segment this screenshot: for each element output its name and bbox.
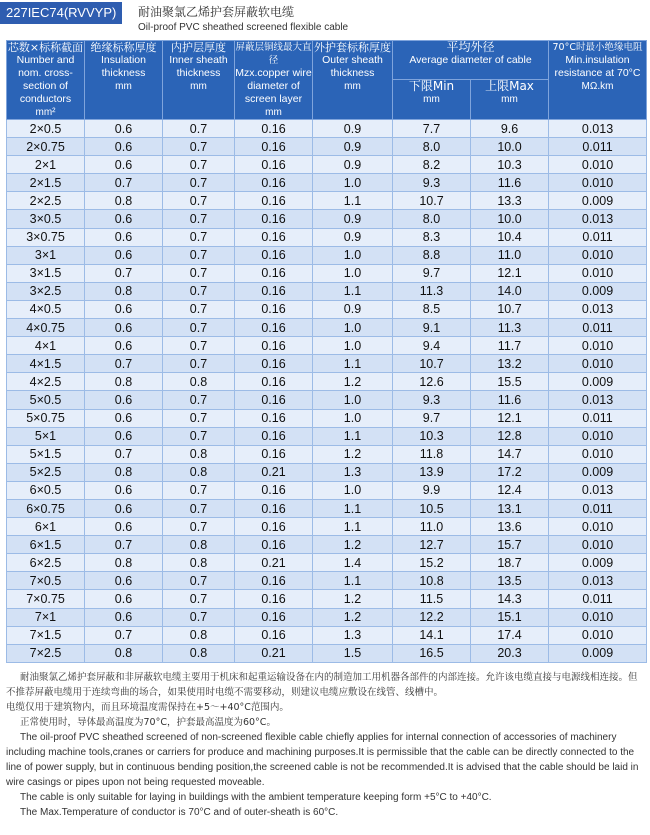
cell-max-diameter: 10.0	[471, 210, 549, 228]
cell-outer-sheath: 1.5	[313, 644, 393, 662]
table-row	[7, 192, 647, 210]
cell-insulation: 0.7	[85, 174, 163, 192]
cell-inner-sheath: 0.7	[163, 337, 235, 355]
cell-max-diameter: 11.6	[471, 174, 549, 192]
cell-screen-wire: 0.16	[235, 282, 313, 300]
cell-outer-sheath: 1.0	[313, 319, 393, 337]
cell-insulation: 0.8	[85, 554, 163, 572]
table-row	[7, 300, 647, 318]
cell-inner-sheath: 0.7	[163, 120, 235, 138]
header-insulation-resistance: 70°C时最小绝缘电阻 Min.insulation resistance at 70°C MΩ.km	[549, 41, 647, 120]
cell-max-diameter: 13.3	[471, 192, 549, 210]
cell-inner-sheath: 0.7	[163, 427, 235, 445]
cell-size: 7×0.75	[7, 590, 85, 608]
cell-resistance: 0.010	[549, 536, 647, 554]
cell-resistance: 0.010	[549, 156, 647, 174]
cell-outer-sheath: 1.0	[313, 481, 393, 499]
cell-size: 7×1	[7, 608, 85, 626]
cell-min-diameter: 8.3	[393, 228, 471, 246]
cell-max-diameter: 13.2	[471, 355, 549, 373]
cell-outer-sheath: 1.1	[313, 518, 393, 536]
cell-max-diameter: 17.2	[471, 463, 549, 481]
cell-max-diameter: 20.3	[471, 644, 549, 662]
cell-screen-wire: 0.16	[235, 373, 313, 391]
cell-screen-wire: 0.16	[235, 391, 313, 409]
cell-insulation: 0.8	[85, 373, 163, 391]
table-row	[7, 499, 647, 517]
cell-screen-wire: 0.16	[235, 138, 313, 156]
cell-insulation: 0.7	[85, 355, 163, 373]
cell-size: 6×2.5	[7, 554, 85, 572]
cell-size: 4×0.75	[7, 319, 85, 337]
table-row	[7, 518, 647, 536]
title-chinese: 耐油聚氯乙烯护套屏蔽软电缆	[138, 5, 295, 19]
cell-min-diameter: 9.4	[393, 337, 471, 355]
cell-resistance: 0.013	[549, 120, 647, 138]
cell-resistance: 0.013	[549, 481, 647, 499]
cell-resistance: 0.011	[549, 409, 647, 427]
cell-screen-wire: 0.16	[235, 246, 313, 264]
cell-resistance: 0.010	[549, 174, 647, 192]
cell-size: 2×1.5	[7, 174, 85, 192]
cell-insulation: 0.6	[85, 246, 163, 264]
cell-screen-wire: 0.16	[235, 445, 313, 463]
cell-insulation: 0.6	[85, 590, 163, 608]
cell-resistance: 0.013	[549, 210, 647, 228]
cell-size: 6×0.75	[7, 499, 85, 517]
cell-max-diameter: 13.6	[471, 518, 549, 536]
cell-resistance: 0.013	[549, 300, 647, 318]
cell-min-diameter: 9.1	[393, 319, 471, 337]
header-size: 芯数×标称截面 Number and nom. cross-section of conductors mm²	[7, 41, 84, 118]
table-row	[7, 536, 647, 554]
note-en-temperature: The Max.Temperature of conductor is 70°C and of outer-sheath is 60°C.	[20, 807, 339, 818]
cell-min-diameter: 11.5	[393, 590, 471, 608]
cell-min-diameter: 9.7	[393, 264, 471, 282]
header-max: 上限Max mm	[471, 79, 549, 119]
note-cn-application: 耐油聚氯乙烯护套屏蔽和非屏蔽软电缆主要用于机床和起重运输设备在内的制造加工用机器各部件的内部连接。允许该电缆直接与电源线相连接。但不推荐屏蔽电缆用于连续弯曲的场合，如果使用时电缆不需要移动，则建议电缆应敷设在线管、线槽中。	[6, 672, 638, 698]
cell-inner-sheath: 0.8	[163, 644, 235, 662]
cell-insulation: 0.8	[85, 192, 163, 210]
cell-insulation: 0.6	[85, 138, 163, 156]
cell-min-diameter: 9.9	[393, 481, 471, 499]
cell-screen-wire: 0.16	[235, 518, 313, 536]
cell-inner-sheath: 0.7	[163, 210, 235, 228]
table-row	[7, 572, 647, 590]
cell-screen-wire: 0.16	[235, 192, 313, 210]
cell-max-diameter: 11.7	[471, 337, 549, 355]
cell-insulation: 0.7	[85, 445, 163, 463]
cell-resistance: 0.013	[549, 572, 647, 590]
cell-max-diameter: 14.7	[471, 445, 549, 463]
table-row	[7, 210, 647, 228]
cell-min-diameter: 12.6	[393, 373, 471, 391]
cell-max-diameter: 11.0	[471, 246, 549, 264]
cell-size: 4×1	[7, 337, 85, 355]
cell-insulation: 0.8	[85, 282, 163, 300]
cell-screen-wire: 0.21	[235, 644, 313, 662]
cell-outer-sheath: 1.0	[313, 174, 393, 192]
cell-outer-sheath: 1.2	[313, 445, 393, 463]
cell-max-diameter: 12.8	[471, 427, 549, 445]
cell-size: 5×0.5	[7, 391, 85, 409]
cell-outer-sheath: 0.9	[313, 210, 393, 228]
cell-screen-wire: 0.16	[235, 536, 313, 554]
cell-inner-sheath: 0.7	[163, 228, 235, 246]
cell-max-diameter: 11.6	[471, 391, 549, 409]
cell-screen-wire: 0.16	[235, 228, 313, 246]
cell-min-diameter: 10.3	[393, 427, 471, 445]
cell-insulation: 0.6	[85, 608, 163, 626]
cell-min-diameter: 11.8	[393, 445, 471, 463]
cell-insulation: 0.6	[85, 300, 163, 318]
cell-inner-sheath: 0.7	[163, 518, 235, 536]
table-row	[7, 246, 647, 264]
cell-inner-sheath: 0.7	[163, 246, 235, 264]
cell-min-diameter: 9.3	[393, 174, 471, 192]
cell-max-diameter: 17.4	[471, 626, 549, 644]
table-row	[7, 644, 647, 662]
cell-min-diameter: 8.5	[393, 300, 471, 318]
spec-table	[6, 40, 647, 663]
header-screen-wire: 屏蔽层铜线最大直径 Mzx.copper wire diameter of screen layer mm	[235, 42, 312, 118]
cell-resistance: 0.010	[549, 246, 647, 264]
table-row	[7, 228, 647, 246]
header-inner-sheath: 内护层厚度 Inner sheath thickness mm	[163, 41, 235, 120]
cell-outer-sheath: 0.9	[313, 120, 393, 138]
table-row	[7, 409, 647, 427]
cell-outer-sheath: 1.1	[313, 572, 393, 590]
cell-screen-wire: 0.16	[235, 337, 313, 355]
table-row	[7, 319, 647, 337]
table-row	[7, 156, 647, 174]
cell-screen-wire: 0.16	[235, 608, 313, 626]
cell-max-diameter: 10.4	[471, 228, 549, 246]
cell-min-diameter: 12.7	[393, 536, 471, 554]
cell-outer-sheath: 1.1	[313, 499, 393, 517]
header-insulation: 绝缘标称厚度 Insulation thickness mm	[85, 41, 163, 120]
cell-insulation: 0.7	[85, 536, 163, 554]
cell-inner-sheath: 0.8	[163, 445, 235, 463]
cell-min-diameter: 8.2	[393, 156, 471, 174]
cell-min-diameter: 7.7	[393, 120, 471, 138]
cell-inner-sheath: 0.7	[163, 319, 235, 337]
cell-resistance: 0.009	[549, 554, 647, 572]
cell-inner-sheath: 0.7	[163, 572, 235, 590]
cell-min-diameter: 9.7	[393, 409, 471, 427]
cell-outer-sheath: 1.2	[313, 590, 393, 608]
cell-inner-sheath: 0.7	[163, 355, 235, 373]
cell-outer-sheath: 1.1	[313, 192, 393, 210]
cell-outer-sheath: 1.1	[313, 282, 393, 300]
cell-resistance: 0.011	[549, 138, 647, 156]
cell-insulation: 0.6	[85, 120, 163, 138]
note-en-ambient: The cable is only suitable for laying in buildings with the ambient temperature keeping form +5°C to +40°C.	[20, 792, 492, 803]
cell-insulation: 0.7	[85, 626, 163, 644]
cell-min-diameter: 11.0	[393, 518, 471, 536]
table-row	[7, 282, 647, 300]
cell-screen-wire: 0.21	[235, 463, 313, 481]
cell-insulation: 0.6	[85, 427, 163, 445]
cell-resistance: 0.009	[549, 463, 647, 481]
cell-screen-wire: 0.16	[235, 572, 313, 590]
table-row	[7, 427, 647, 445]
cell-size: 2×2.5	[7, 192, 85, 210]
cell-min-diameter: 8.0	[393, 210, 471, 228]
cell-screen-wire: 0.16	[235, 626, 313, 644]
cell-outer-sheath: 1.4	[313, 554, 393, 572]
cell-size: 5×1.5	[7, 445, 85, 463]
notes-section	[6, 670, 642, 820]
cell-size: 3×0.75	[7, 228, 85, 246]
cell-resistance: 0.010	[549, 608, 647, 626]
cell-insulation: 0.6	[85, 337, 163, 355]
cell-resistance: 0.009	[549, 192, 647, 210]
cell-resistance: 0.011	[549, 319, 647, 337]
note-cn-ambient: 电缆仅用于建筑物内，而且环境温度需保持在+5～+40°C范围内。	[6, 702, 289, 713]
cell-min-diameter: 10.7	[393, 355, 471, 373]
cell-resistance: 0.011	[549, 590, 647, 608]
cell-insulation: 0.6	[85, 409, 163, 427]
cell-insulation: 0.6	[85, 210, 163, 228]
cell-insulation: 0.6	[85, 572, 163, 590]
cell-min-diameter: 16.5	[393, 644, 471, 662]
cell-inner-sheath: 0.7	[163, 192, 235, 210]
table-row	[7, 391, 647, 409]
table-row	[7, 337, 647, 355]
cell-outer-sheath: 0.9	[313, 156, 393, 174]
note-cn-temperature: 正常使用时，导体最高温度为70°C，护套最高温度为60°C。	[20, 717, 276, 728]
cell-max-diameter: 14.0	[471, 282, 549, 300]
table-row	[7, 463, 647, 481]
cell-inner-sheath: 0.7	[163, 138, 235, 156]
cell-min-diameter: 10.8	[393, 572, 471, 590]
cell-outer-sheath: 1.0	[313, 409, 393, 427]
cell-min-diameter: 8.0	[393, 138, 471, 156]
model-badge: 227IEC74(RVVYP)	[0, 2, 122, 24]
cell-inner-sheath: 0.7	[163, 282, 235, 300]
cell-inner-sheath: 0.7	[163, 499, 235, 517]
table-row	[7, 120, 647, 138]
cell-max-diameter: 14.3	[471, 590, 549, 608]
cell-outer-sheath: 0.9	[313, 300, 393, 318]
cell-resistance: 0.010	[549, 427, 647, 445]
cell-min-diameter: 8.8	[393, 246, 471, 264]
cell-resistance: 0.009	[549, 282, 647, 300]
cell-outer-sheath: 0.9	[313, 228, 393, 246]
table-row	[7, 373, 647, 391]
cell-insulation: 0.6	[85, 518, 163, 536]
cell-inner-sheath: 0.8	[163, 463, 235, 481]
cell-size: 2×0.5	[7, 120, 85, 138]
cell-resistance: 0.010	[549, 337, 647, 355]
cell-min-diameter: 10.5	[393, 499, 471, 517]
cell-max-diameter: 13.1	[471, 499, 549, 517]
table-row	[7, 174, 647, 192]
cell-insulation: 0.6	[85, 156, 163, 174]
cell-min-diameter: 10.7	[393, 192, 471, 210]
cell-max-diameter: 12.1	[471, 409, 549, 427]
cell-screen-wire: 0.16	[235, 481, 313, 499]
cell-size: 2×0.75	[7, 138, 85, 156]
cell-min-diameter: 12.2	[393, 608, 471, 626]
cell-screen-wire: 0.16	[235, 300, 313, 318]
cell-max-diameter: 11.3	[471, 319, 549, 337]
cell-inner-sheath: 0.7	[163, 608, 235, 626]
cell-screen-wire: 0.21	[235, 554, 313, 572]
cell-outer-sheath: 1.0	[313, 246, 393, 264]
cell-size: 3×0.5	[7, 210, 85, 228]
cell-inner-sheath: 0.7	[163, 409, 235, 427]
cell-size: 4×1.5	[7, 355, 85, 373]
cell-screen-wire: 0.16	[235, 210, 313, 228]
cell-max-diameter: 18.7	[471, 554, 549, 572]
table-row	[7, 554, 647, 572]
table-row	[7, 445, 647, 463]
cell-screen-wire: 0.16	[235, 409, 313, 427]
cell-screen-wire: 0.16	[235, 174, 313, 192]
cell-size: 5×1	[7, 427, 85, 445]
cell-outer-sheath: 1.1	[313, 355, 393, 373]
cell-outer-sheath: 1.0	[313, 391, 393, 409]
table-row	[7, 608, 647, 626]
cell-min-diameter: 15.2	[393, 554, 471, 572]
cell-size: 6×1.5	[7, 536, 85, 554]
table-row	[7, 264, 647, 282]
cell-insulation: 0.6	[85, 319, 163, 337]
note-en-application: The oil-proof PVC sheathed screened of non-screened flexible cable chiefly applies for internal connection of accessories of machinery including machine tools,cranes or carriers for produce and machining purposes.It is permissible that the cable can be directly connected to the line of power supply, but in continuous bending position,the screened cable is not be recommended.It is advised that the cable should be laid in wire casings or pipes upon not being requested moveable.	[6, 732, 639, 788]
cell-resistance: 0.009	[549, 644, 647, 662]
table-row	[7, 590, 647, 608]
cell-size: 4×2.5	[7, 373, 85, 391]
page-header	[0, 0, 650, 40]
table-row	[7, 355, 647, 373]
cell-max-diameter: 15.1	[471, 608, 549, 626]
cell-size: 3×1	[7, 246, 85, 264]
cell-resistance: 0.011	[549, 499, 647, 517]
header-outer-sheath: 外护套标称厚度 Outer sheath thickness mm	[313, 41, 393, 120]
cell-max-diameter: 9.6	[471, 120, 549, 138]
cell-size: 7×0.5	[7, 572, 85, 590]
cell-min-diameter: 13.9	[393, 463, 471, 481]
cell-inner-sheath: 0.8	[163, 373, 235, 391]
cell-inner-sheath: 0.8	[163, 626, 235, 644]
cell-insulation: 0.8	[85, 644, 163, 662]
table-row	[7, 138, 647, 156]
cell-resistance: 0.010	[549, 518, 647, 536]
cell-outer-sheath: 1.2	[313, 536, 393, 554]
cell-resistance: 0.010	[549, 626, 647, 644]
cell-resistance: 0.010	[549, 445, 647, 463]
cell-inner-sheath: 0.7	[163, 391, 235, 409]
cell-size: 6×1	[7, 518, 85, 536]
cell-screen-wire: 0.16	[235, 590, 313, 608]
cell-max-diameter: 12.4	[471, 481, 549, 499]
cell-screen-wire: 0.16	[235, 264, 313, 282]
cell-inner-sheath: 0.7	[163, 156, 235, 174]
cell-inner-sheath: 0.7	[163, 300, 235, 318]
cell-outer-sheath: 1.0	[313, 337, 393, 355]
cell-max-diameter: 15.7	[471, 536, 549, 554]
cell-size: 6×0.5	[7, 481, 85, 499]
header-avg-diameter: 平均外径 Average diameter of cable	[393, 41, 549, 80]
cell-insulation: 0.8	[85, 463, 163, 481]
cell-size: 5×2.5	[7, 463, 85, 481]
cell-size: 3×1.5	[7, 264, 85, 282]
cell-resistance: 0.011	[549, 228, 647, 246]
cell-max-diameter: 15.5	[471, 373, 549, 391]
cell-max-diameter: 10.7	[471, 300, 549, 318]
cell-screen-wire: 0.16	[235, 427, 313, 445]
cell-size: 2×1	[7, 156, 85, 174]
cell-inner-sheath: 0.7	[163, 174, 235, 192]
cell-resistance: 0.010	[549, 355, 647, 373]
cell-screen-wire: 0.16	[235, 319, 313, 337]
cell-insulation: 0.6	[85, 499, 163, 517]
cell-size: 4×0.5	[7, 300, 85, 318]
cell-max-diameter: 10.3	[471, 156, 549, 174]
cell-min-diameter: 14.1	[393, 626, 471, 644]
cell-insulation: 0.6	[85, 391, 163, 409]
cell-outer-sheath: 1.3	[313, 463, 393, 481]
cell-min-diameter: 11.3	[393, 282, 471, 300]
cell-inner-sheath: 0.8	[163, 554, 235, 572]
cell-size: 3×2.5	[7, 282, 85, 300]
cell-insulation: 0.7	[85, 264, 163, 282]
cell-outer-sheath: 1.2	[313, 608, 393, 626]
cell-resistance: 0.009	[549, 373, 647, 391]
cell-max-diameter: 12.1	[471, 264, 549, 282]
cell-resistance: 0.010	[549, 264, 647, 282]
cell-screen-wire: 0.16	[235, 499, 313, 517]
cell-size: 5×0.75	[7, 409, 85, 427]
title-english: Oil-proof PVC sheathed screened flexible cable	[138, 22, 349, 33]
cell-inner-sheath: 0.7	[163, 590, 235, 608]
cell-inner-sheath: 0.7	[163, 481, 235, 499]
cell-insulation: 0.6	[85, 481, 163, 499]
cell-screen-wire: 0.16	[235, 156, 313, 174]
cell-min-diameter: 9.3	[393, 391, 471, 409]
cell-screen-wire: 0.16	[235, 355, 313, 373]
cell-max-diameter: 13.5	[471, 572, 549, 590]
header-min: 下限Min mm	[393, 79, 471, 119]
cell-size: 7×2.5	[7, 644, 85, 662]
cell-outer-sheath: 1.1	[313, 427, 393, 445]
cell-outer-sheath: 1.0	[313, 264, 393, 282]
cell-outer-sheath: 0.9	[313, 138, 393, 156]
cell-outer-sheath: 1.3	[313, 626, 393, 644]
table-row	[7, 481, 647, 499]
cell-size: 7×1.5	[7, 626, 85, 644]
cell-max-diameter: 10.0	[471, 138, 549, 156]
cell-insulation: 0.6	[85, 228, 163, 246]
cell-screen-wire: 0.16	[235, 120, 313, 138]
cell-inner-sheath: 0.7	[163, 264, 235, 282]
cell-resistance: 0.013	[549, 391, 647, 409]
cell-outer-sheath: 1.2	[313, 373, 393, 391]
table-row	[7, 626, 647, 644]
cell-inner-sheath: 0.8	[163, 536, 235, 554]
